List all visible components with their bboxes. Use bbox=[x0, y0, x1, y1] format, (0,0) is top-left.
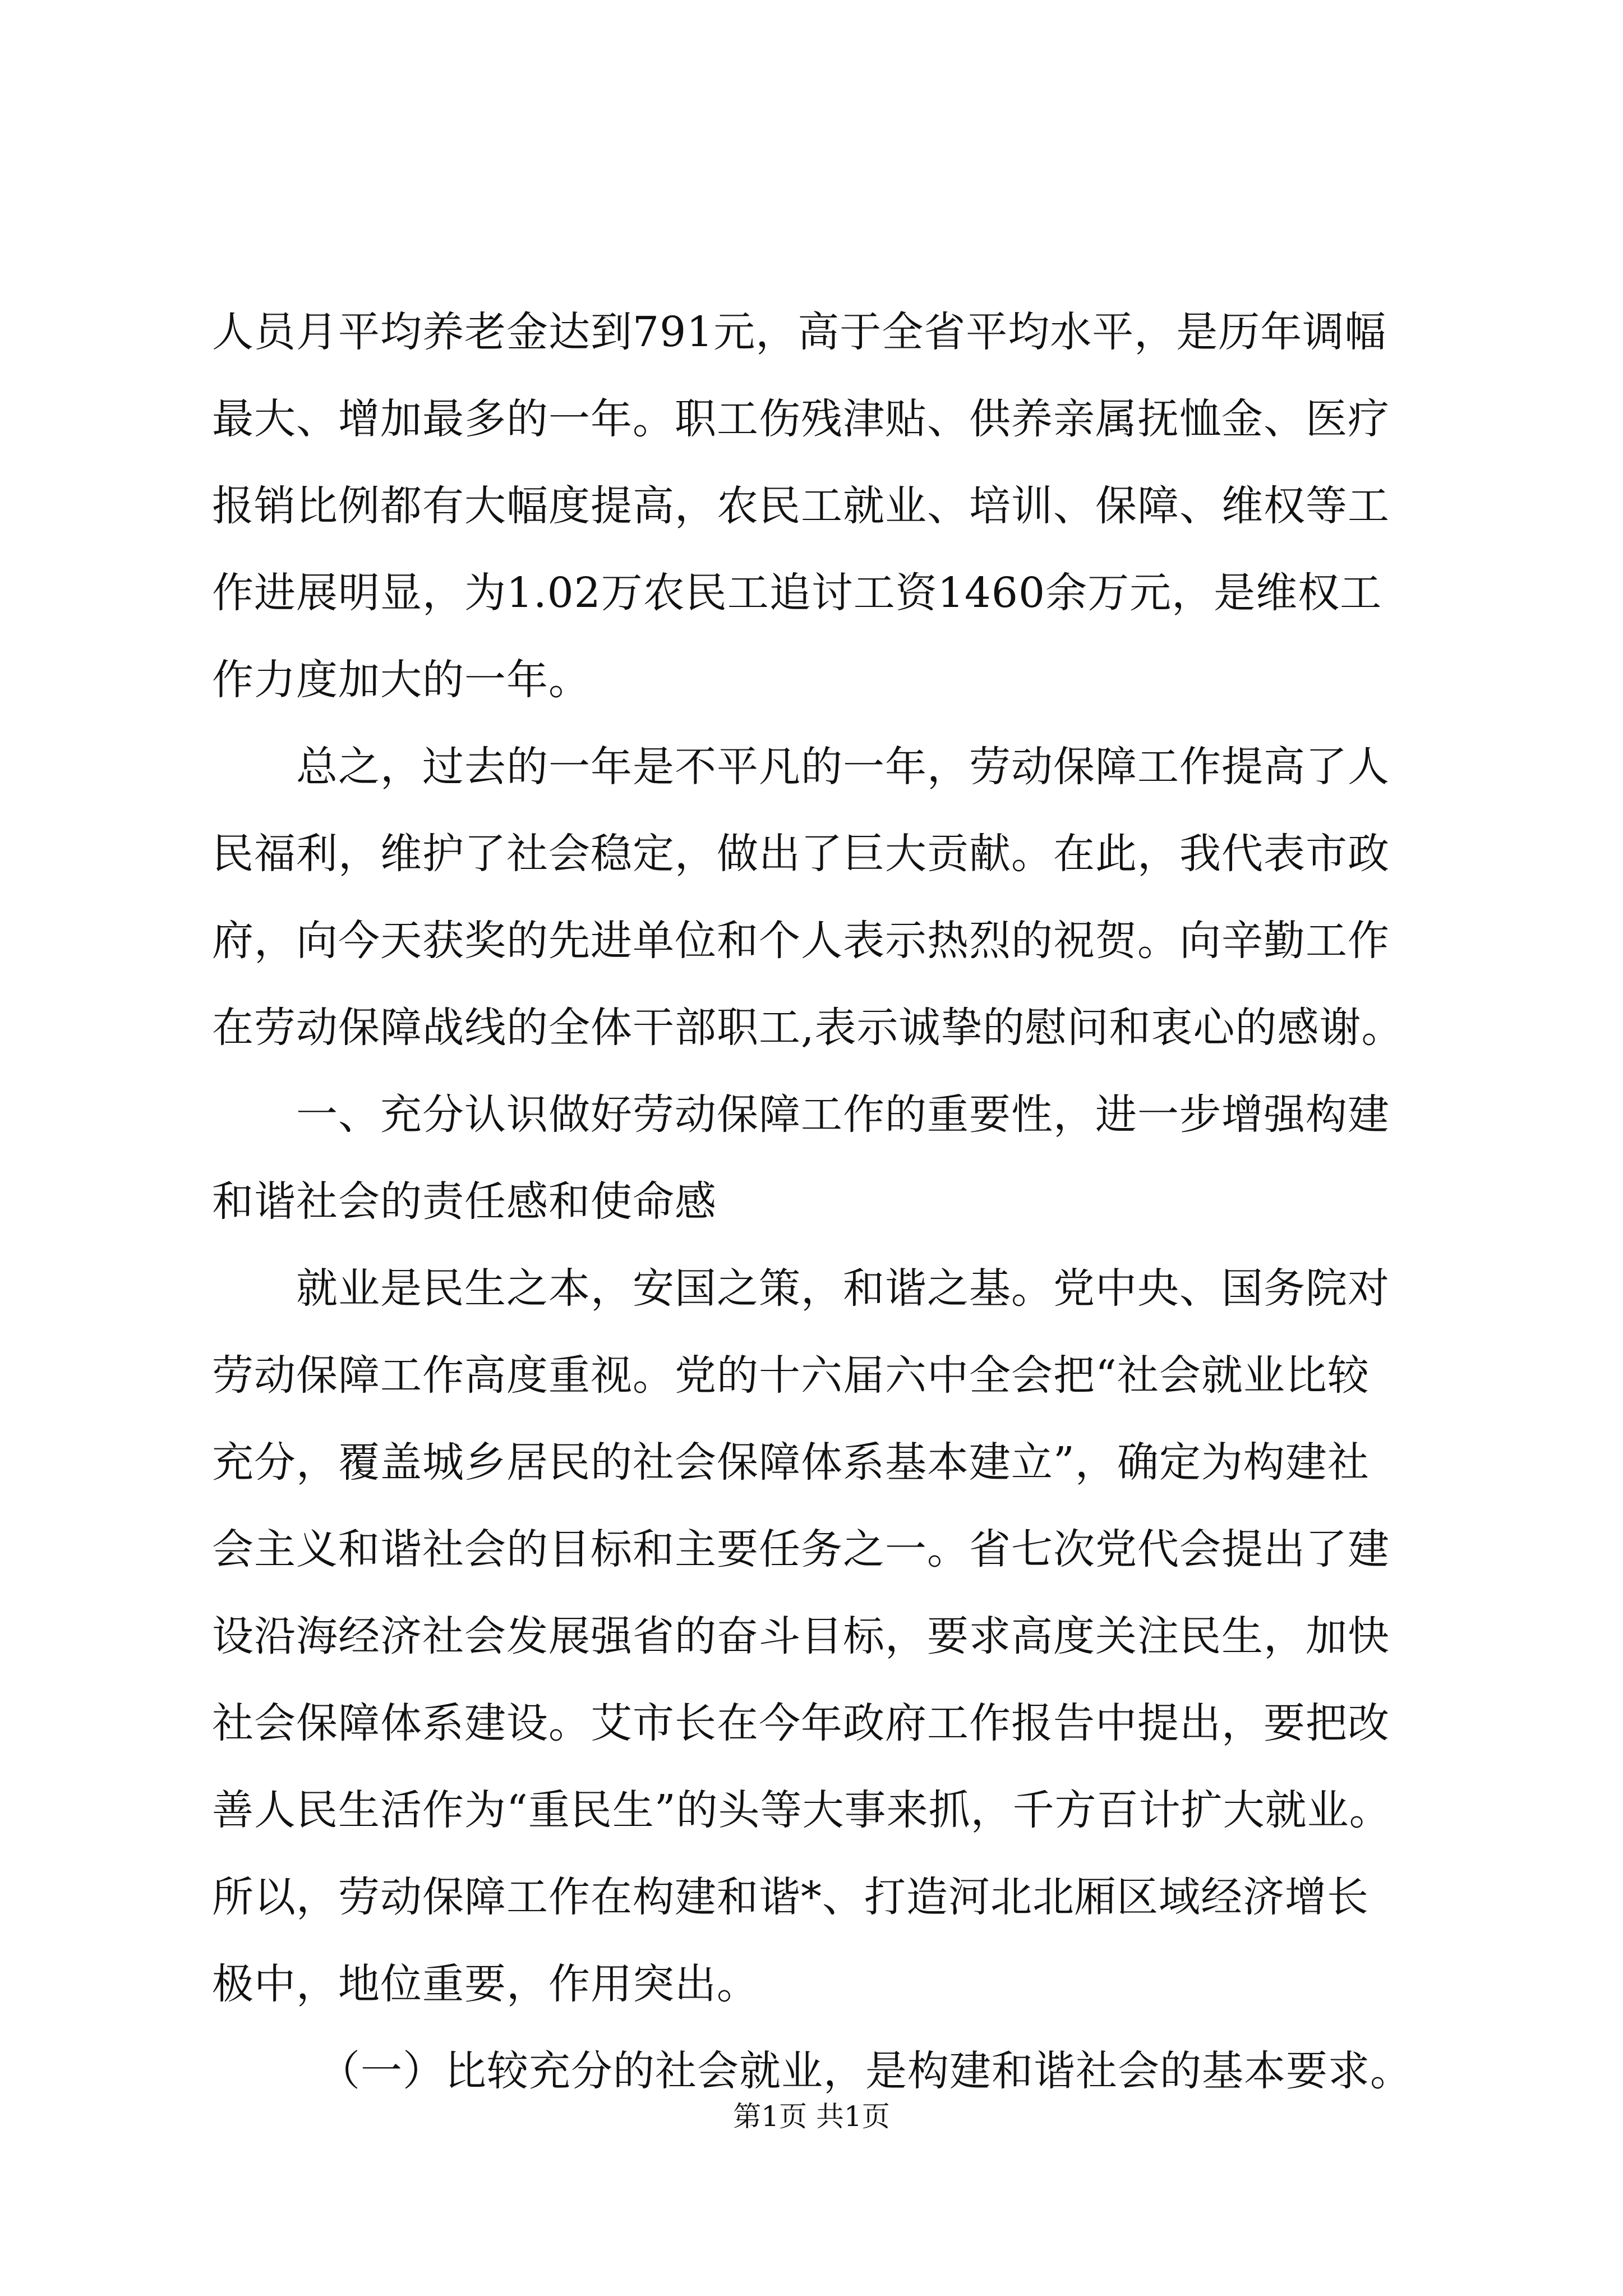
text-line: 社会保障体系建设。艾市长在今年政府工作报告中提出，要把改 bbox=[212, 1699, 1390, 1747]
text-line: 报销比例都有大幅度提高，农民工就业、培训、保障、维权等工 bbox=[212, 482, 1390, 530]
text-line: 设沿海经济社会发展强省的奋斗目标，要求高度关注民生，加快 bbox=[212, 1612, 1390, 1660]
subsection-heading-line: （一）比较充分的社会就业，是构建和谐社会的基本要求。 bbox=[319, 2047, 1412, 2095]
text-line: 府，向今天获奖的先进单位和个人表示热烈的祝贺。向辛勤工作 bbox=[212, 917, 1390, 965]
text-line: 最大、增加最多的一年。职工伤残津贴、供养亲属抚恤金、医疗 bbox=[212, 395, 1390, 443]
text-line: 充分，覆盖城乡居民的社会保障体系基本建立”，确定为构建社 bbox=[212, 1438, 1370, 1487]
text-line: 所以，劳动保障工作在构建和谐*、打造河北北厢区域经济增长 bbox=[212, 1873, 1369, 1921]
text-line: 劳动保障工作高度重视。党的十六届六中全会把“社会就业比较 bbox=[212, 1351, 1370, 1400]
text-line: 极中，地位重要，作用突出。 bbox=[212, 1960, 759, 2008]
paragraph-start-line: 总之，过去的一年是不平凡的一年，劳动保障工作提高了人 bbox=[296, 743, 1390, 791]
text-line: 善人民生活作为“重民生”的头等大事来抓，千方百计扩大就业。 bbox=[212, 1786, 1391, 1834]
text-line: 在劳动保障战线的全体干部职工,表示诚挚的慰问和衷心的感谢。 bbox=[212, 1004, 1404, 1052]
text-line: 民福利，维护了社会稳定，做出了巨大贡献。在此，我代表市政 bbox=[212, 830, 1390, 878]
page-footer: 第1页 共1页 bbox=[733, 2100, 890, 2133]
section-heading-line: 和谐社会的责任感和使命感 bbox=[212, 1177, 717, 1226]
text-line: 人员月平均养老金达到791元，高于全省平均水平，是历年调幅 bbox=[212, 308, 1387, 356]
text-line: 会主义和谐社会的目标和主要任务之一。省七次党代会提出了建 bbox=[212, 1525, 1390, 1573]
section-heading-line: 一、充分认识做好劳动保障工作的重要性，进一步增强构建 bbox=[296, 1091, 1390, 1139]
text-line: 作进展明显，为1.02万农民工追讨工资1460余万元，是维权工 bbox=[212, 569, 1382, 617]
text-line: 作力度加大的一年。 bbox=[212, 656, 591, 704]
paragraph-start-line: 就业是民生之本，安国之策，和谐之基。党中央、国务院对 bbox=[296, 1264, 1390, 1313]
